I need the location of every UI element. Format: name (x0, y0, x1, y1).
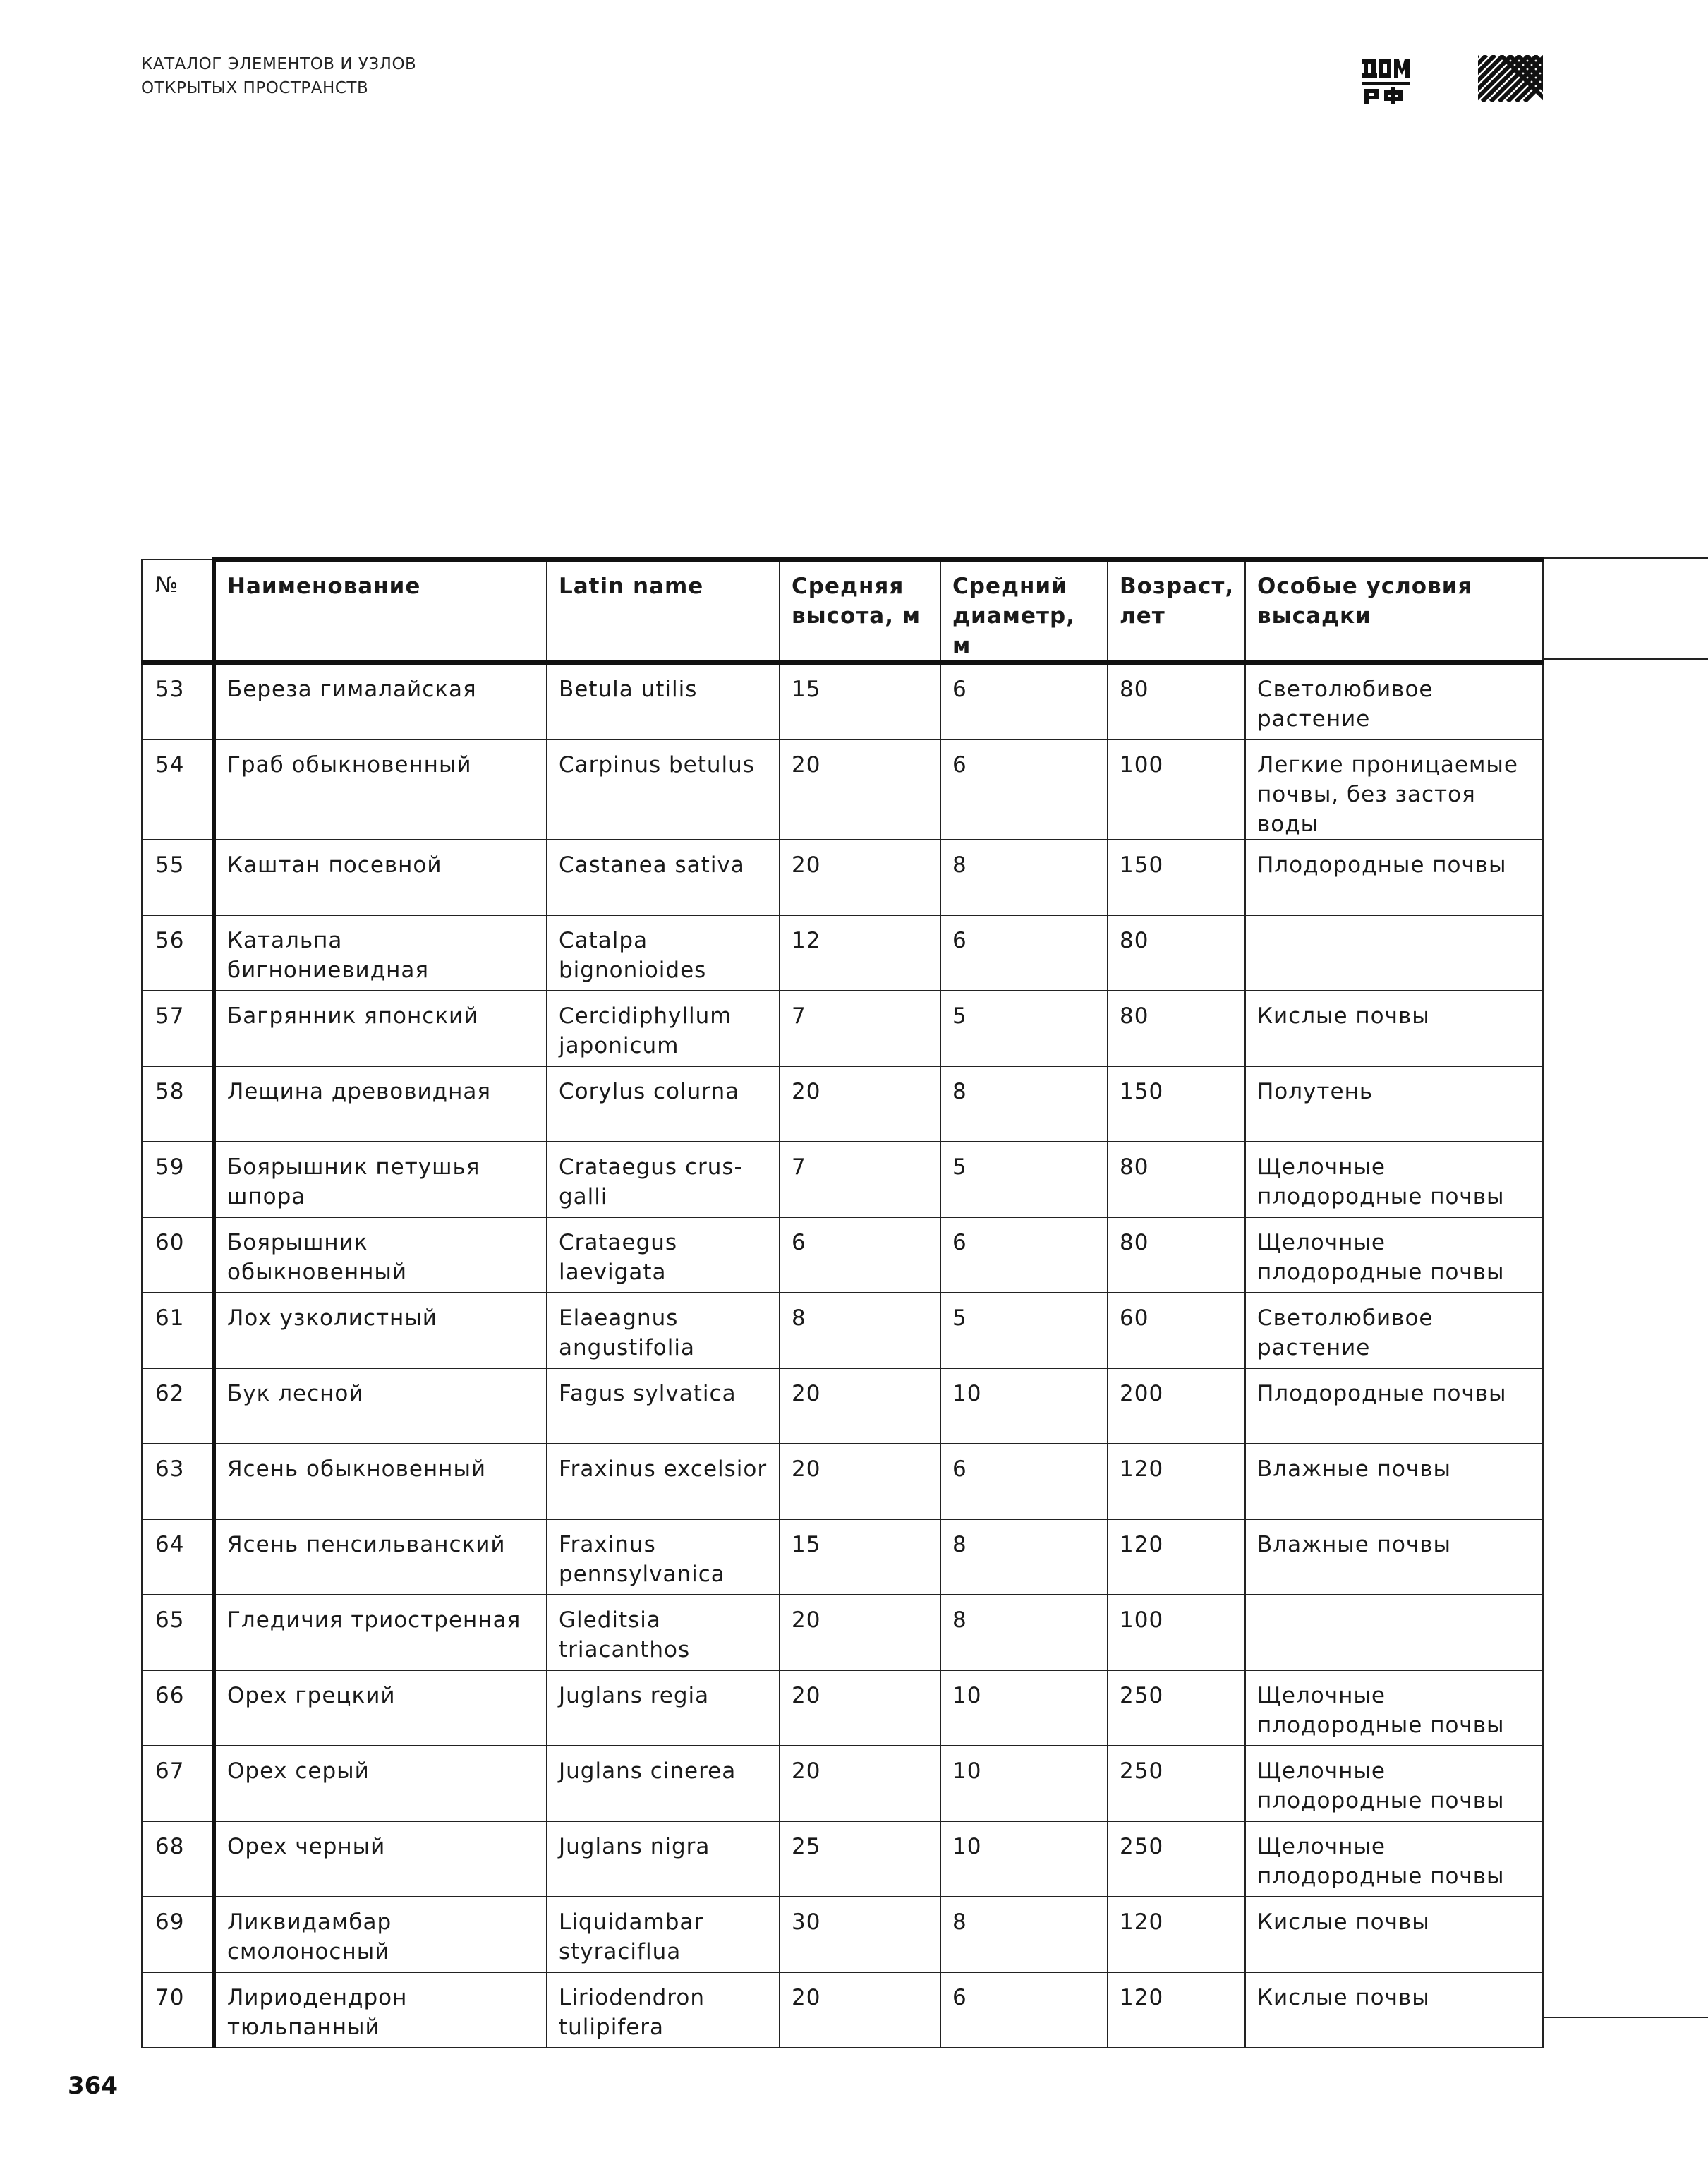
cell-age: 120 (1108, 1897, 1245, 1972)
cell-height: 20 (780, 1368, 940, 1444)
cell-age: 80 (1108, 1142, 1245, 1217)
catalog-title-line-1: КАТАЛОГ ЭЛЕМЕНТОВ И УЗЛОВ (141, 55, 417, 73)
cell-name: Лох узколистный (214, 1293, 547, 1368)
cell-age: 60 (1108, 1293, 1245, 1368)
cell-name: Багрянник японский (214, 991, 547, 1066)
table-row (142, 915, 1543, 991)
cell-conditions: Полутень (1245, 1066, 1543, 1142)
cell-latin-name: Crataegus crus-galli (547, 1142, 780, 1217)
cell-name: Орех черный (214, 1821, 547, 1897)
cell-name: Гледичия триостренная (214, 1595, 547, 1670)
cell-height: 8 (780, 1293, 940, 1368)
cell-latin-name: Juglans regia (547, 1670, 780, 1746)
table-body (142, 663, 1543, 2048)
cell-conditions (1245, 1595, 1543, 1670)
column-header-latin-name: Latin name (547, 560, 780, 663)
cell-height: 20 (780, 1595, 940, 1670)
table-row (142, 1746, 1543, 1821)
cell-latin-name: Liquidambar styraciflua (547, 1897, 780, 1972)
table-header-extension-line (1542, 658, 1708, 660)
table-row (142, 740, 1543, 840)
cell-conditions: Щелочные плодородные почвы (1245, 1670, 1543, 1746)
cell-height: 20 (780, 840, 940, 915)
cell-number: 53 (142, 663, 214, 740)
cell-conditions: Плодородные почвы (1245, 840, 1543, 915)
cell-diameter: 5 (940, 1142, 1108, 1217)
cell-height: 7 (780, 1142, 940, 1217)
cell-conditions: Кислые почвы (1245, 1897, 1543, 1972)
table-row (142, 1972, 1543, 2048)
cell-name: Боярышник петушья шпора (214, 1142, 547, 1217)
table-row (142, 1368, 1543, 1444)
cell-number: 70 (142, 1972, 214, 2048)
cell-age: 120 (1108, 1444, 1245, 1519)
cell-number: 54 (142, 740, 214, 840)
cell-name: Ликвидамбар смолоносный (214, 1897, 547, 1972)
cell-diameter: 5 (940, 1293, 1108, 1368)
cell-age: 100 (1108, 1595, 1245, 1670)
cell-number: 55 (142, 840, 214, 915)
column-header-number: № (142, 560, 214, 663)
table-row (142, 1293, 1543, 1368)
cell-conditions: Щелочные плодородные почвы (1245, 1217, 1543, 1293)
cell-conditions: Светолюбивое растение (1245, 663, 1543, 740)
cell-diameter: 6 (940, 1444, 1108, 1519)
column-header-name: Наименование (214, 560, 547, 663)
cell-age: 80 (1108, 915, 1245, 991)
cell-diameter: 6 (940, 740, 1108, 840)
cell-latin-name: Cercidiphyllum japonicum (547, 991, 780, 1066)
cell-age: 200 (1108, 1368, 1245, 1444)
cell-latin-name: Liriodendron tulipifera (547, 1972, 780, 2048)
dom-rf-logo-icon (1362, 55, 1410, 104)
cell-conditions: Щелочные плодородные почвы (1245, 1821, 1543, 1897)
cell-age: 120 (1108, 1519, 1245, 1595)
cell-age: 120 (1108, 1972, 1245, 2048)
cell-height: 25 (780, 1821, 940, 1897)
cell-height: 20 (780, 1972, 940, 2048)
cell-name: Орех серый (214, 1746, 547, 1821)
column-header-diameter: Средний диаметр, м (940, 560, 1108, 663)
cell-diameter: 10 (940, 1746, 1108, 1821)
cell-latin-name: Carpinus betulus (547, 740, 780, 840)
cell-age: 100 (1108, 740, 1245, 840)
cell-name: Каштан посевной (214, 840, 547, 915)
cell-name: Орех грецкий (214, 1670, 547, 1746)
cell-latin-name: Castanea sativa (547, 840, 780, 915)
cell-diameter: 6 (940, 663, 1108, 740)
cell-age: 250 (1108, 1821, 1245, 1897)
cell-age: 150 (1108, 840, 1245, 915)
cell-number: 58 (142, 1066, 214, 1142)
table-row (142, 1217, 1543, 1293)
cell-name: Катальпа бигнониевидная (214, 915, 547, 991)
table-row (142, 1519, 1543, 1595)
cell-number: 67 (142, 1746, 214, 1821)
cell-number: 59 (142, 1142, 214, 1217)
cell-height: 20 (780, 1066, 940, 1142)
cell-latin-name: Fraxinus pennsylvanica (547, 1519, 780, 1595)
cell-height: 20 (780, 1444, 940, 1519)
cell-diameter: 5 (940, 991, 1108, 1066)
page-number: 364 (68, 2072, 118, 2100)
cell-conditions: Плодородные почвы (1245, 1368, 1543, 1444)
table-row (142, 1142, 1543, 1217)
cell-number: 62 (142, 1368, 214, 1444)
cell-height: 15 (780, 663, 940, 740)
cell-conditions: Влажные почвы (1245, 1519, 1543, 1595)
cell-height: 20 (780, 1746, 940, 1821)
cell-age: 250 (1108, 1746, 1245, 1821)
cell-diameter: 8 (940, 1066, 1108, 1142)
cell-latin-name: Fagus sylvatica (547, 1368, 780, 1444)
table-row (142, 1821, 1543, 1897)
cell-diameter: 10 (940, 1368, 1108, 1444)
table-row (142, 991, 1543, 1066)
cell-diameter: 6 (940, 915, 1108, 991)
cell-latin-name: Crataegus laevigata (547, 1217, 780, 1293)
cell-number: 56 (142, 915, 214, 991)
cell-height: 7 (780, 991, 940, 1066)
cell-latin-name: Corylus colurna (547, 1066, 780, 1142)
cell-age: 150 (1108, 1066, 1245, 1142)
cell-conditions: Кислые почвы (1245, 991, 1543, 1066)
cell-conditions: Влажные почвы (1245, 1444, 1543, 1519)
cell-number: 57 (142, 991, 214, 1066)
cell-age: 80 (1108, 991, 1245, 1066)
tree-catalog-table (141, 557, 1544, 2048)
table-header-extension-line (1542, 557, 1708, 559)
column-header-height: Средняя высота, м (780, 560, 940, 663)
table-row (142, 1066, 1543, 1142)
cell-diameter: 6 (940, 1972, 1108, 2048)
cell-height: 20 (780, 740, 940, 840)
cell-name: Боярышник обыкновенный (214, 1217, 547, 1293)
cell-age: 250 (1108, 1670, 1245, 1746)
cell-diameter: 8 (940, 1519, 1108, 1595)
cell-number: 66 (142, 1670, 214, 1746)
table-row (142, 1595, 1543, 1670)
cell-conditions: Кислые почвы (1245, 1972, 1543, 2048)
cell-latin-name: Juglans nigra (547, 1821, 780, 1897)
diagonal-stripes-logo-icon (1478, 55, 1543, 102)
cell-height: 20 (780, 1670, 940, 1746)
cell-conditions: Щелочные плодородные почвы (1245, 1746, 1543, 1821)
cell-age: 80 (1108, 1217, 1245, 1293)
cell-diameter: 6 (940, 1217, 1108, 1293)
table-row (142, 1897, 1543, 1972)
catalog-title (141, 52, 416, 100)
table-bottom-extension-line (1542, 2017, 1708, 2018)
cell-latin-name: Fraxinus excelsior (547, 1444, 780, 1519)
cell-latin-name: Gleditsia triacanthos (547, 1595, 780, 1670)
cell-height: 12 (780, 915, 940, 991)
cell-name: Граб обыкновенный (214, 740, 547, 840)
cell-age: 80 (1108, 663, 1245, 740)
cell-latin-name: Juglans cinerea (547, 1746, 780, 1821)
cell-name: Ясень обыкновенный (214, 1444, 547, 1519)
cell-number: 60 (142, 1217, 214, 1293)
cell-number: 68 (142, 1821, 214, 1897)
cell-name: Береза гималайская (214, 663, 547, 740)
cell-height: 6 (780, 1217, 940, 1293)
column-header-age: Возраст, лет (1108, 560, 1245, 663)
cell-diameter: 8 (940, 1595, 1108, 1670)
cell-conditions: Легкие проницаемые почвы, без застоя воды (1245, 740, 1543, 840)
cell-latin-name: Elaeagnus angustifolia (547, 1293, 780, 1368)
table-row (142, 840, 1543, 915)
table-row (142, 1670, 1543, 1746)
cell-conditions: Щелочные плодородные почвы (1245, 1142, 1543, 1217)
cell-name: Лириодендрон тюльпанный (214, 1972, 547, 2048)
cell-number: 65 (142, 1595, 214, 1670)
cell-name: Лещина древовидная (214, 1066, 547, 1142)
cell-diameter: 8 (940, 840, 1108, 915)
cell-name: Ясень пенсильванский (214, 1519, 547, 1595)
cell-height: 15 (780, 1519, 940, 1595)
cell-number: 61 (142, 1293, 214, 1368)
cell-latin-name: Betula utilis (547, 663, 780, 740)
table-row (142, 1444, 1543, 1519)
cell-diameter: 10 (940, 1821, 1108, 1897)
column-header-conditions: Особые условия высадки (1245, 560, 1543, 663)
cell-name: Бук лесной (214, 1368, 547, 1444)
table-header-row (142, 560, 1543, 663)
cell-height: 30 (780, 1897, 940, 1972)
cell-number: 64 (142, 1519, 214, 1595)
catalog-title-line-2: ОТКРЫТЫХ ПРОСТРАНСТВ (141, 79, 369, 97)
cell-number: 69 (142, 1897, 214, 1972)
cell-conditions (1245, 915, 1543, 991)
cell-diameter: 10 (940, 1670, 1108, 1746)
cell-diameter: 8 (940, 1897, 1108, 1972)
cell-conditions: Светолюбивое растение (1245, 1293, 1543, 1368)
table-row (142, 663, 1543, 740)
cell-latin-name: Catalpa bignonioides (547, 915, 780, 991)
cell-number: 63 (142, 1444, 214, 1519)
